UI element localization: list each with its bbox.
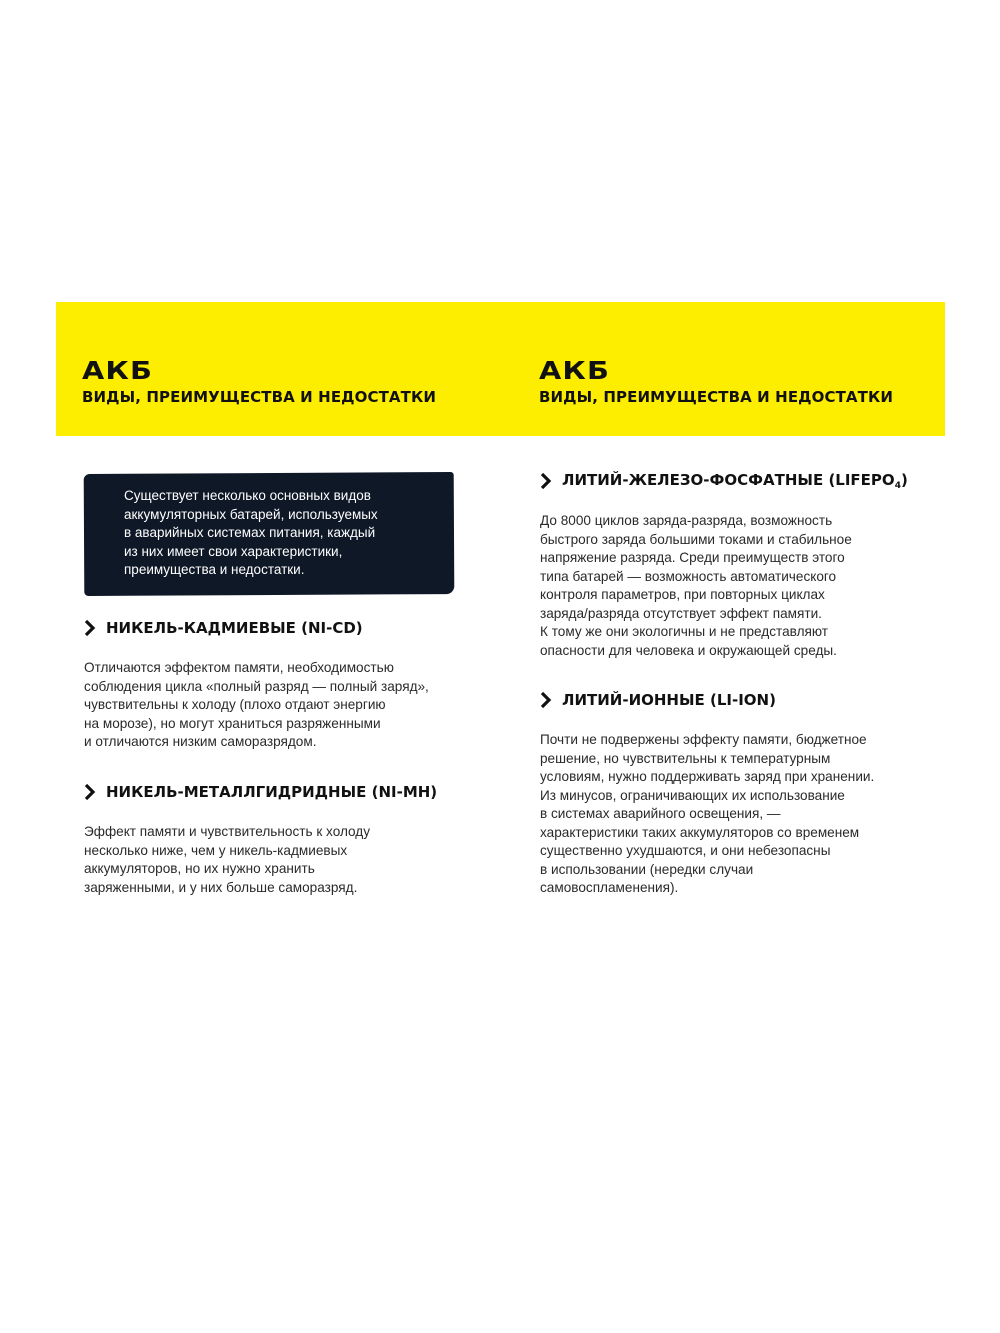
section-text-liion: Почти не подвержены эффекту памяти, бюджетное решение, но чувствительны к температурным условиям, нужно поддерживать заряд при хранении. Из минусов, ограничивающих их использование в системах аварийного освещения, — характеристики таких аккумуляторов со временем существенно ухудшаются, и они небезопасны в использовании (нередки случаи самовоспламенения). [540, 732, 875, 895]
page-title: АКБ [82, 356, 154, 385]
section-heading-liion [540, 690, 776, 710]
section-text-nimh: Эффект памяти и чувствительность к холоду несколько ниже, чем у никель-кадмиевых аккумуляторов, но их нужно хранить заряженными, и у них больше саморазряд. [84, 824, 371, 895]
section-heading-nicd [84, 618, 363, 638]
section-heading-nimh [84, 782, 437, 802]
page-subtitle: ВИДЫ, ПРЕИМУЩЕСТВА И НЕДОСТАТКИ [82, 388, 436, 406]
section-heading-label: НИКЕЛЬ-МЕТАЛЛГИДРИДНЫЕ (NI-MH) [106, 783, 438, 801]
chevron-right-icon [540, 690, 554, 710]
left-header [82, 357, 436, 407]
chevron-right-icon [540, 471, 554, 491]
section-heading-label: ЛИТИЙ-ИОННЫЕ (LI-ION) [562, 691, 776, 709]
chevron-right-icon [84, 618, 98, 638]
section-text-nicd: Отличаются эффектом памяти, необходимостью соблюдения цикла «полный разряд — полный заряд», чувствительны к холоду (плохо отдают энергию на морозе), но могут храниться разряженными и отличаются низким саморазрядом. [84, 660, 429, 749]
chevron-right-icon [84, 782, 98, 802]
intro-text: Существует несколько основных видов аккумуляторных батарей, используемых в аварийных системах питания, каждый из них имеет свои характеристики, преимущества и недостатки. [124, 488, 378, 578]
section-heading-label: ЛИТИЙ-ЖЕЛЕЗО-ФОСФАТНЫЕ $(LIFEPO_4)$ [562, 471, 908, 491]
page-subtitle: ВИДЫ, ПРЕИМУЩЕСТВА И НЕДОСТАТКИ [539, 388, 893, 406]
section-text-lifepo4: До 8000 циклов заряда-разряда, возможность быстрого заряда большими токами и стабильное напряжение разряда. Среди преимуществ этого типа батарей — возможность автоматического контроля параметров, при повторных циклах заряда/разряда отсутствует эффект памяти. К тому же они экологичны и не представляют опасности для человека и окружающей среды. [540, 513, 852, 658]
section-heading-lifepo4 [540, 471, 908, 491]
section-heading-label: НИКЕЛЬ-КАДМИЕВЫЕ (NI-CD) [106, 619, 363, 637]
right-header [539, 357, 893, 407]
page-title: АКБ [539, 356, 611, 385]
